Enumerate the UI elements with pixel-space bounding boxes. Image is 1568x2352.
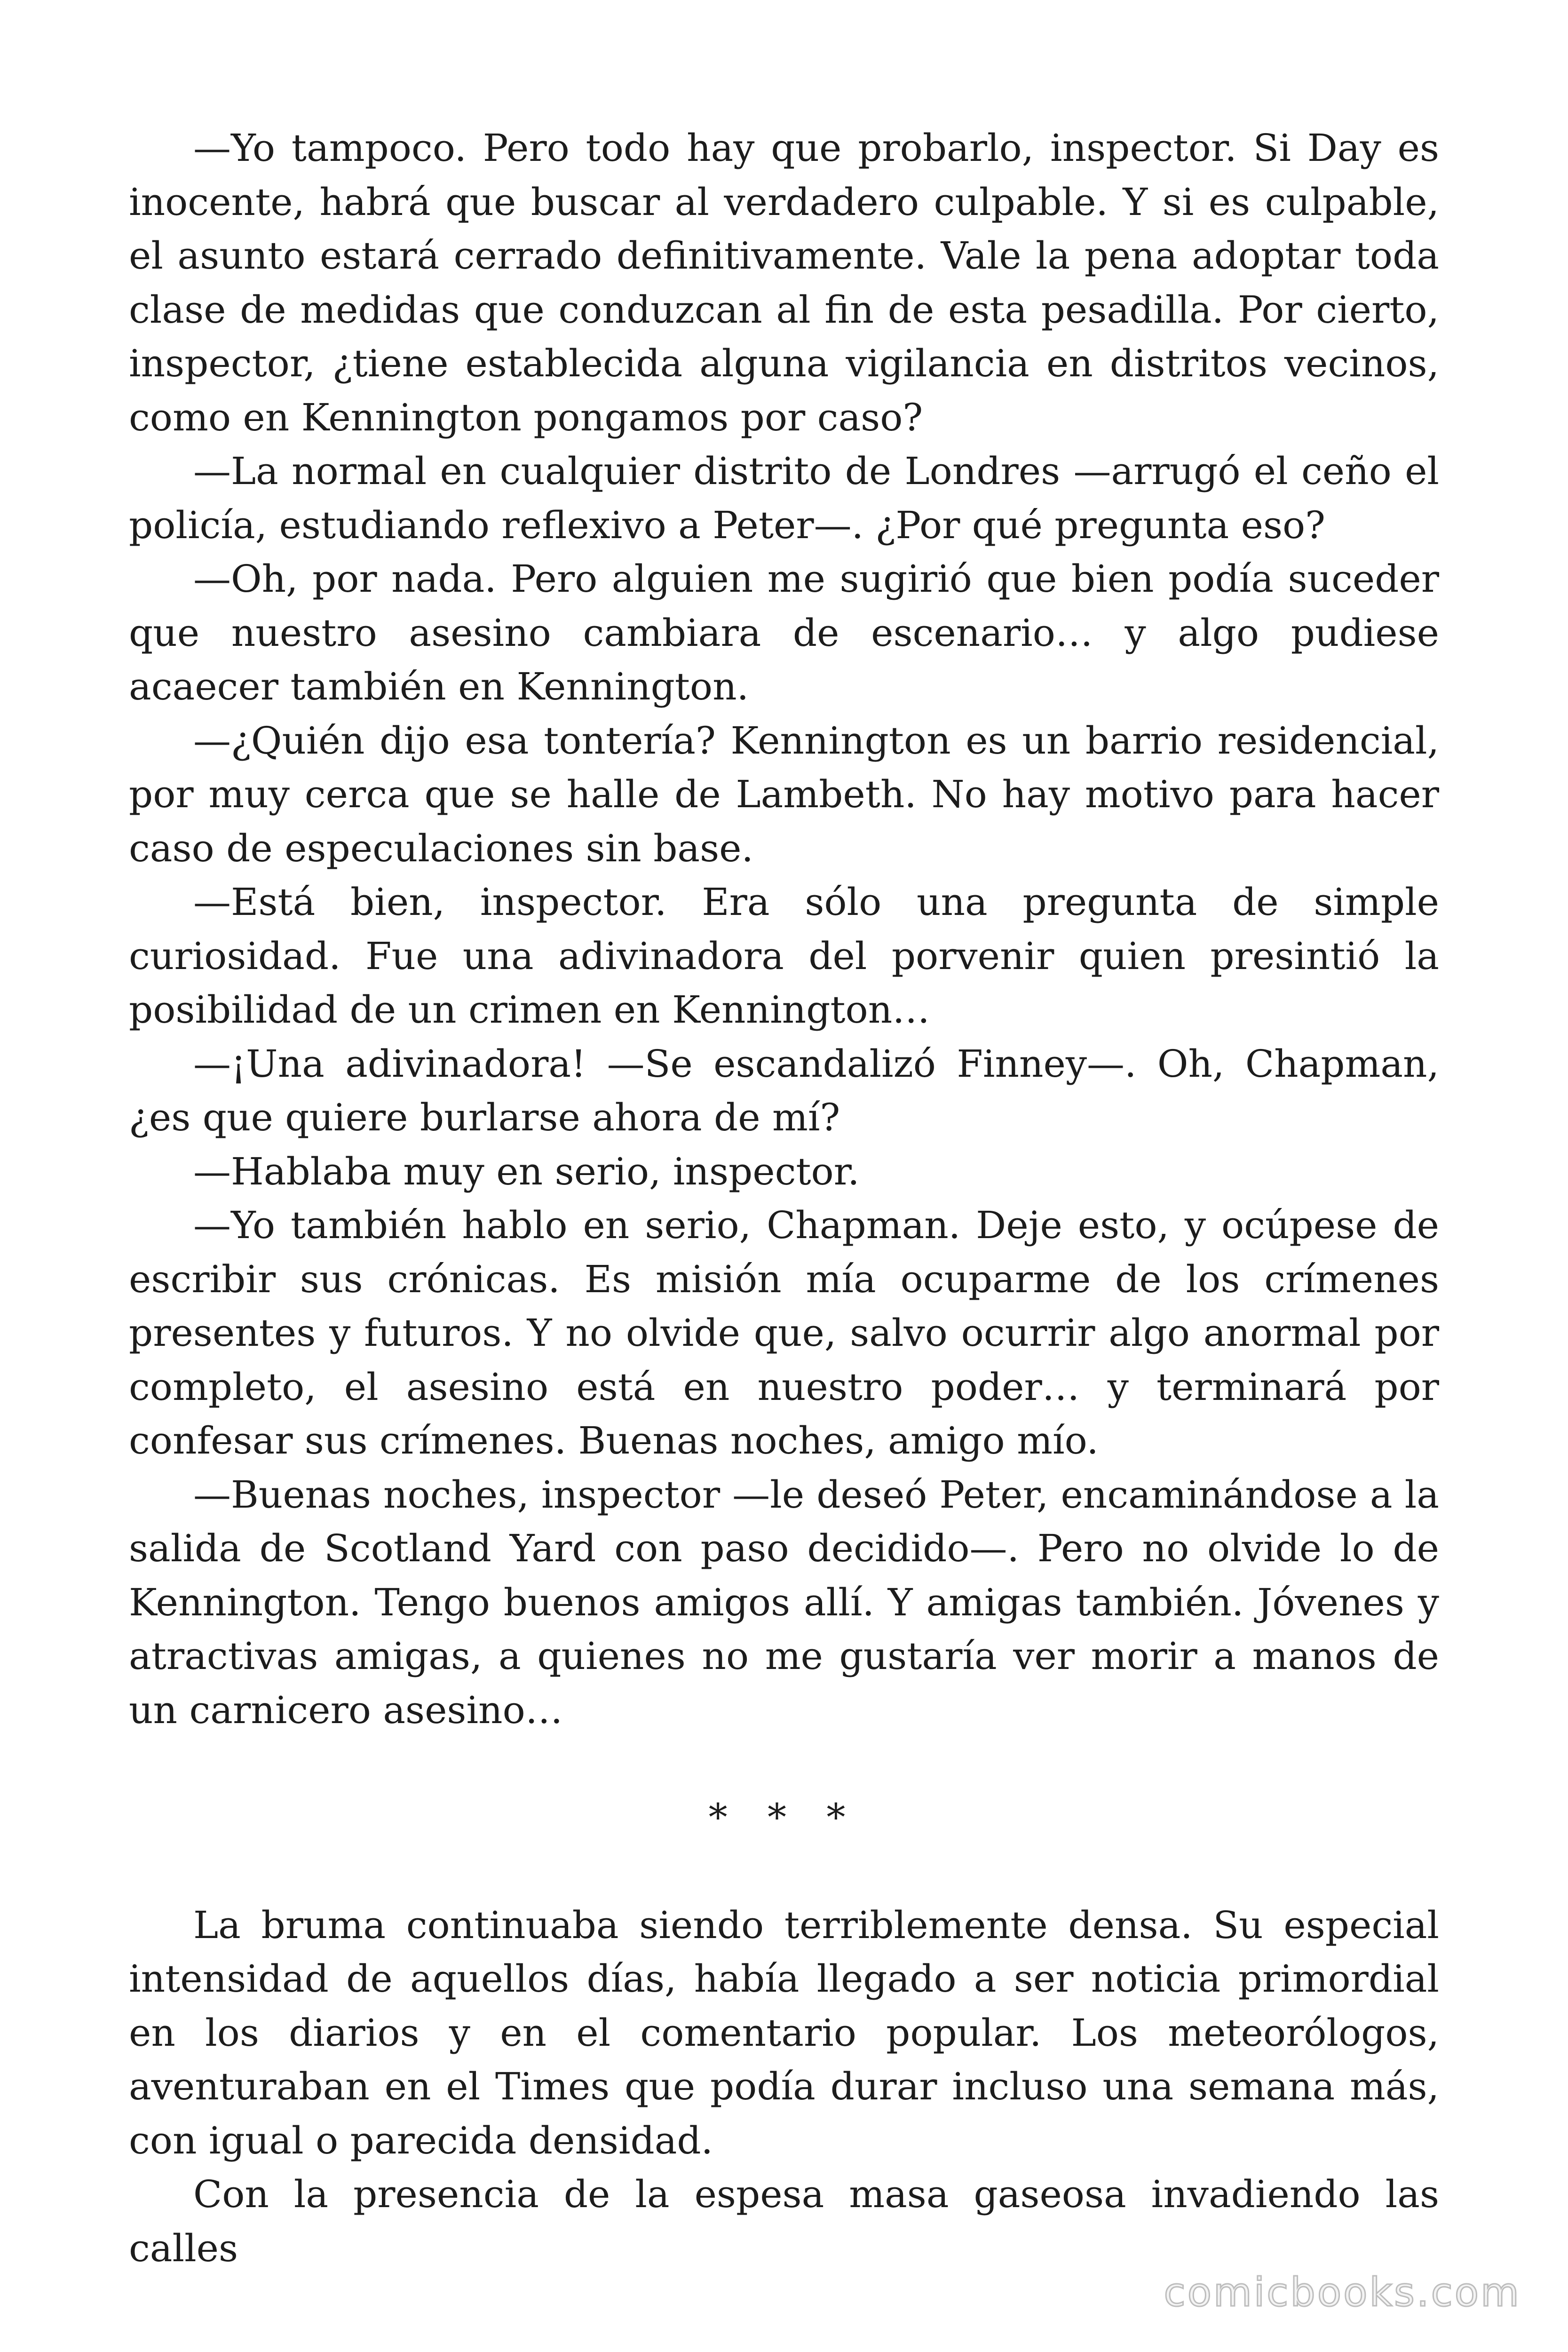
- paragraph: —Hablaba muy en serio, inspector.: [193, 1149, 860, 1193]
- paragraph: —Oh, por nada. Pero alguien me sugirió que bien podía suceder que nuestro asesino cambiara de escenario… y algo pudiese acaecer también en Kennington.: [129, 557, 1439, 708]
- paragraph: Con la presencia de la espesa masa gaseosa invadiendo las calles: [129, 2172, 1439, 2270]
- paragraph: —¿Quién dijo esa tontería? Kennington es un barrio residencial, por muy cerca que se halle de Lambeth. No hay motivo para hacer caso de especulaciones sin base.: [129, 718, 1439, 870]
- scene-break: * * *: [708, 1796, 860, 1839]
- paragraph: La bruma continuaba siendo terriblemente densa. Su especial intensidad de aquellos días, había llegado a ser noticia primordial en los diarios y en el comentario popular. Los meteorólogos, aventuraban en el Times que podía durar incluso una semana más, con igual o parecida densidad.: [129, 1903, 1439, 2162]
- paragraph: —Buenas noches, inspector —le deseó Peter, encaminándose a la salida de Scotland Yard con paso decidido—. Pero no olvide lo de Kennington. Tengo buenos amigos allí. Y amigas también. Jóvenes y atractivas amigas, a quienes no me gustaría ver morir a manos de un carnicero asesino…: [129, 1472, 1439, 1732]
- paragraph: —La normal en cualquier distrito de Londres —arrugó el ceño el policía, estudiando reflexivo a Peter—. ¿Por qué pregunta eso?: [129, 449, 1439, 547]
- paragraph: —¡Una adivinadora! —Se escandalizó Finney—. Oh, Chapman, ¿es que quiere burlarse ahora de mí?: [129, 1041, 1439, 1139]
- paragraph: —Yo tampoco. Pero todo hay que probarlo, inspector. Si Day es inocente, habrá que buscar al verdadero culpable. Y si es culpable, el asunto estará cerrado definitivamente. Vale la pena adoptar toda clase de medidas que conduzcan al fin de esta pesadilla. Por cierto, inspector, ¿tiene establecida alguna vigilancia en distritos vecinos, como en Kennington pongamos por caso?: [129, 126, 1439, 439]
- watermark: comicbooks.com: [1164, 2269, 1521, 2315]
- paragraph: —Está bien, inspector. Era sólo una pregunta de simple curiosidad. Fue una adivinadora del porvenir quien presintió la posibilidad de un crimen en Kennington…: [129, 880, 1439, 1032]
- paragraph: —Yo también hablo en serio, Chapman. Deje esto, y ocúpese de escribir sus crónicas. Es misión mía ocuparme de los crímenes presentes y futuros. Y no olvide que, salvo ocurrir algo anormal por completo, el asesino está en nuestro poder… y terminará por confesar sus crímenes. Buenas noches, amigo mío.: [129, 1203, 1439, 1462]
- book-page-body: [129, 121, 1439, 2275]
